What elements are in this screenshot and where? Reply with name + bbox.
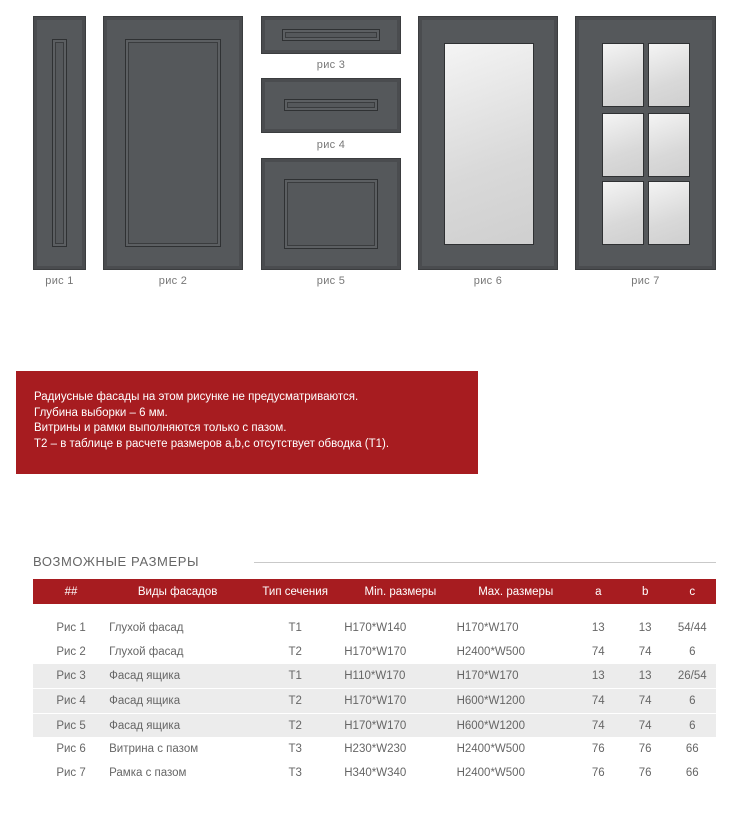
table-cell: H170*W170 bbox=[456, 621, 519, 634]
table-cell: Фасад ящика bbox=[109, 713, 246, 737]
figure-5-caption: рис 5 bbox=[316, 275, 346, 287]
table-cell: Фасад ящика bbox=[109, 689, 246, 714]
figure-1 bbox=[33, 16, 86, 270]
figure-3-caption: рис 3 bbox=[316, 59, 346, 71]
figure-2-panel bbox=[125, 39, 221, 247]
figure-7 bbox=[575, 16, 716, 270]
table-cell: Рис 1 bbox=[56, 621, 86, 634]
figure-7-caption: рис 7 bbox=[631, 275, 660, 287]
figure-1-caption: рис 1 bbox=[45, 275, 74, 287]
table-cell: Рис 7 bbox=[56, 766, 86, 779]
table-cell: 66 bbox=[685, 743, 699, 756]
header-a: a bbox=[595, 585, 602, 598]
table-cell: Т3 bbox=[288, 766, 302, 779]
figure-6 bbox=[418, 16, 558, 270]
figure-7-glass-4 bbox=[648, 113, 690, 177]
table-cell: 76 bbox=[638, 743, 652, 756]
header-c: c bbox=[689, 585, 696, 598]
table-row bbox=[33, 737, 716, 761]
table-row bbox=[33, 689, 716, 714]
table-cell: H2400*W500 bbox=[456, 766, 525, 779]
table-row bbox=[33, 664, 716, 689]
table-cell: Глухой фасад bbox=[109, 621, 184, 634]
table-cell: 66 bbox=[685, 766, 699, 779]
table-cell: 13 bbox=[622, 664, 669, 689]
table-cell: 26/54 bbox=[669, 664, 716, 689]
table-cell: 6 bbox=[669, 713, 716, 737]
table-cell: 76 bbox=[638, 766, 652, 779]
notice-box bbox=[16, 371, 478, 474]
table-cell: H340*W340 bbox=[344, 766, 407, 779]
table-cell: H230*W230 bbox=[344, 743, 407, 756]
sizes-table bbox=[33, 579, 716, 785]
table-cell: 13 bbox=[575, 664, 622, 689]
figure-7-glass-2 bbox=[648, 43, 690, 107]
notice-line-1: Радиусные фасады на этом рисунке не предусматриваются. bbox=[34, 391, 359, 403]
table-cell: Глухой фасад bbox=[109, 645, 184, 658]
figure-7-glass-5 bbox=[602, 181, 644, 245]
header-type: Виды фасадов bbox=[137, 585, 218, 598]
table-row bbox=[33, 640, 716, 664]
table-cell: H170*W170 bbox=[344, 713, 456, 737]
table-header-row bbox=[33, 579, 716, 604]
table-cell: Т2 bbox=[246, 713, 344, 737]
table-cell: 74 bbox=[622, 713, 669, 737]
table-cell: Рис 6 bbox=[56, 743, 86, 756]
figure-6-caption: рис 6 bbox=[473, 275, 503, 287]
table-cell: Фасад ящика bbox=[109, 664, 246, 689]
table-cell: 6 bbox=[669, 689, 716, 714]
table-cell: 76 bbox=[591, 766, 605, 779]
figure-2-caption: рис 2 bbox=[158, 275, 188, 287]
table-cell: Т3 bbox=[288, 743, 302, 756]
table-spacer bbox=[33, 604, 716, 616]
figure-5-panel bbox=[284, 179, 378, 249]
table-cell: Рис 3 bbox=[33, 664, 109, 689]
table-cell: 6 bbox=[689, 645, 696, 658]
figure-4-panel bbox=[284, 99, 378, 111]
sizes-divider bbox=[254, 562, 716, 563]
table-cell: Т1 bbox=[288, 621, 302, 634]
table-cell: 74 bbox=[622, 689, 669, 714]
table-cell: H600*W1200 bbox=[457, 713, 575, 737]
sizes-title: ВОЗМОЖНЫЕ РАЗМЕРЫ bbox=[33, 554, 200, 569]
figure-2 bbox=[103, 16, 243, 270]
table-row bbox=[33, 616, 716, 640]
table-cell: Рис 4 bbox=[33, 689, 109, 714]
header-num: ## bbox=[64, 585, 78, 598]
notice-line-3: Витрины и рамки выполняются только с пазом. bbox=[34, 422, 287, 434]
table-cell: H170*W140 bbox=[344, 621, 407, 634]
table-row bbox=[33, 761, 716, 785]
notice-line-2: Глубина выборки – 6 мм. bbox=[34, 406, 168, 419]
figure-7-glass-3 bbox=[602, 113, 644, 177]
table-cell: H2400*W500 bbox=[456, 645, 525, 658]
table-cell: 74 bbox=[591, 645, 605, 658]
table-cell: 13 bbox=[591, 621, 605, 634]
header-b: b bbox=[641, 585, 649, 598]
figure-7-glass-1 bbox=[602, 43, 644, 107]
header-section: Тип сечения bbox=[262, 585, 328, 598]
table-cell: H170*W170 bbox=[344, 689, 456, 714]
figure-4-caption: рис 4 bbox=[316, 139, 346, 151]
figure-3-panel bbox=[282, 29, 380, 41]
figure-7-glass-6 bbox=[648, 181, 690, 245]
figure-6-glass bbox=[444, 43, 534, 245]
table-cell: 54/44 bbox=[677, 621, 707, 634]
table-cell: Т2 bbox=[246, 689, 344, 714]
table-cell: Рис 5 bbox=[33, 713, 109, 737]
table-cell: H600*W1200 bbox=[457, 689, 575, 714]
table-cell: 76 bbox=[591, 743, 605, 756]
table-cell: 74 bbox=[575, 713, 622, 737]
table-cell: 13 bbox=[638, 621, 652, 634]
table-cell: Рамка с пазом bbox=[109, 766, 187, 779]
table-row bbox=[33, 713, 716, 737]
figure-1-panel bbox=[52, 39, 67, 247]
header-min: Min. размеры bbox=[364, 585, 437, 598]
table-cell: Т1 bbox=[246, 664, 344, 689]
table-cell: Витрина с пазом bbox=[109, 743, 199, 756]
header-max: Max. размеры bbox=[478, 585, 554, 598]
table-cell: Т2 bbox=[288, 645, 302, 658]
figure-4 bbox=[261, 78, 401, 133]
notice-line-4: Т2 – в таблице в расчете размеров a,b,c отсутствует обводка (Т1). bbox=[34, 437, 390, 450]
table-cell: 74 bbox=[575, 689, 622, 714]
table-cell: H170*W170 bbox=[344, 645, 407, 658]
table-cell: H170*W170 bbox=[457, 664, 575, 689]
figure-5 bbox=[261, 158, 401, 270]
table-cell: H110*W170 bbox=[344, 664, 456, 689]
figure-3 bbox=[261, 16, 401, 54]
table-cell: H2400*W500 bbox=[456, 743, 525, 756]
table-cell: Рис 2 bbox=[56, 645, 86, 658]
table-cell: 74 bbox=[638, 645, 652, 658]
